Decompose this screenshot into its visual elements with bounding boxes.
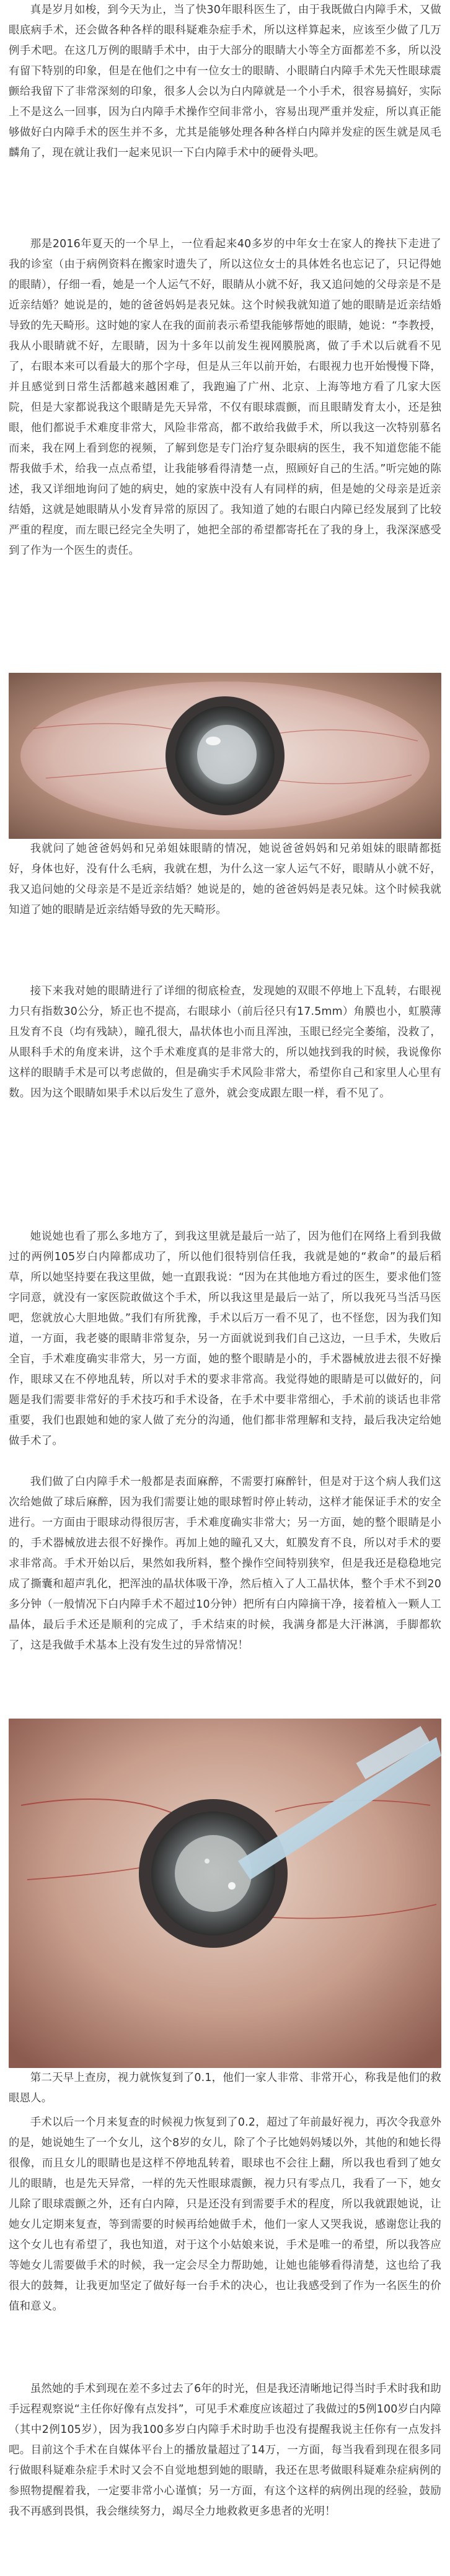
paragraph-surgery: 我们做了白内障手术一般都是表面麻醉，不需要打麻醉针，但是对于这个病人我们这次给她做了球后麻醉，因为我们需要让她的眼球暂时停止转动，这样才能保证手术的安全进行。一方面由于眼球动得很厉害，手术难度确实非常大；另一方面，她的整个眼睛是小的，手术器械放进去很不好操作。再加上她的瞳孔又大，虹膜发育不良，所以对手术的要求非常高。手术开始以后，果然如我所料，整个操作空间特别狭窄，但是我还是稳稳地完成了撕囊和超声乳化，把浑浊的晶状体吸干净，然后植入了人工晶状体，整个手术不到20多分钟（一般情况下白内障手术不超过10分钟）把所有白内障摘干净，接着植入一颗人工晶体，最后手术还是顺利的完成了，手术结束的时候，我满身都是大汗淋漓，手脚都软了，这是我做手术基本上没有发生过的异常情况！ (9, 1476, 441, 1652)
paragraph-postop-day1: 第二天早上查房，视力就恢复到了0.1，他们一家人非常、非常开心，称我是他们的救眼恩人。 (9, 2072, 441, 2105)
paragraph-reflection: 虽然她的手术到现在差不多过去了6年的时光，但是我还清晰地记得当时手术时我和助手远程观察说“主任你好像有点发抖”，可见手术难度应该超过了我做过的5例100岁白内障（其中2例105岁），因为我100多岁白内障手术时助手也没有提醒我说主任你有一点发抖吧。目前这个手术在自媒体平台上的播放量超过了14万，一方面，每当我看到现在很多同行做眼科疑难杂症手术时又会不自觉地想到她的眼睛，我还在思考做眼科疑难杂症病例的参照物提醒着我，一定要非常小心谨慎；另一方面，有这个这样的病例出现的经验，鼓励我不再感到畏惧，我会继续努力，竭尽全力地救救更多患者的光明！ (9, 2383, 441, 2518)
paragraph-patient-visit: 那是2016年夏天的一个早上，一位看起来40多岁的中年女士在家人的搀扶下走进了我的诊室（由于病例资料在搬家时遗失了，所以这位女士的具体姓名也忘记了，只记得她的眼睛），仔细一看，她是一个人运气不好，眼睛从小就不好，我又追问她的父母亲是不是近亲结婚？她说是的，她的爸爸妈妈是表兄妹。这个时候我就知道了她的眼睛是近亲结婚导致的先天畸形。这时她的家人在我的面前表示希望我能够帮她的眼睛，她说：“李教授，我从小眼睛就不好，左眼睛，因为十多年以前发生视网膜脱离，做了手术以后就看不见了，右眼本来可以看最大的那个字母，但是从三年以前开始，右眼视力也开始慢慢下降，并且感觉到日常生活都越来越困难了，我跑遍了广州、北京、上海等地方看了几家大医院，但是大家都说我这个眼睛是先天异常，不仅有眼球震颤，而且眼睛发育太小，还是独眼，他们都说手术难度非常大，风险非常高，都不敢给我做手术，所以我这一次特别慕名而来，我在网上看到您的视频，了解到您是专门治疗复杂眼病的医生，我不知道您能不能帮我做手术，给我一点点希望，让我能够看得清楚一点，照顾好自己的生活。”听完她的陈述，我又详细地询问了她的病史，她的家族中没有人有同样的病，但是她的父母亲是近亲结婚，这就是她眼睛从小发育异常的原因了。我知道了她的右眼白内障已经发展到了比较严重的程度，而左眼已经完全失明了，她把全部的希望都寄托在了我的身上，我深深感受到了作为一个医生的责任。 (9, 238, 441, 557)
surgery-photo (9, 1719, 441, 2068)
paragraph-decision: 她说她也看了那么多地方了，到我这里就是最后一站了，因为他们在网络上看到我做过的两例105岁白内障都成功了，所以他们很特别信任我，我就是她的“救命”的最后稻草，所以她坚持要在我这里做，她一直跟我说：“因为在其他地方看过的医生，要求他们签字同意，就没有一家医院敢做这个手术，所以我这里是最后一站了，所以我死马当活马医吧，您就放心大胆地做。”我们有所犹豫，手术以后万一看不见了，也不怪您，因为我们知道，一方面，我老婆的眼睛非常复杂，另一方面就说到我们自己这边，一旦手术，失败后全盲，手术难度确实非常大，另一方面，她的整个眼睛是小的，手术器械放进去很不好操作，眼球又在不停地乱转，所以对手术的要求非常高。我觉得她的眼睛是可以做好的，问题是我们需要非常好的手术技巧和手术设备，在手术中要非常细心，手术前的谈话也非常重要，我们也跟她和她的家人做了充分的沟通，他们都非常理解和支持，最后我决定给她做手术了。 (9, 1230, 441, 1447)
preop-eye-illustration (9, 673, 441, 839)
paragraph-family-history: 我就问了她爸爸妈妈和兄弟姐妹眼睛的情况，她说爸爸妈妈和兄弟姐妹的眼睛都挺好，身体也好，没有什么毛病，我就在想，为什么这一家人运气不好，眼睛从小就不好，我又追问她的父母亲是不是近亲结婚？她说是的，她的爸爸妈妈是表兄妹。这个时候我就知道了她的眼睛是近亲结婚导致的先天畸形。 (9, 843, 441, 916)
paragraph-examination: 接下来我对她的眼睛进行了详细的彻底检查，发现她的双眼不停地上下乱转，右眼视力只有指数30公分，矫正也不提高，右眼球小（前后径只有17.5mm）角膜也小，虹膜薄且发育不良（均有残缺），瞳孔很大，晶状体也小而且浑浊，玉眼已经完全萎缩，没救了，从眼科手术的角度来讲，这个手术难度真的是非常大的，所以她找到我的时候，我说像你这样的眼睛手术是可以考虑做的，但是确实手术风险非常大，希望你自己和家里人心里有数。因为这个眼睛如果手术以后发生了意外，就会变成跟左眼一样，看不见了。 (9, 985, 441, 1100)
surgery-illustration (9, 1719, 441, 2068)
paragraph-intro: 真是岁月如梭，到今天为止，当了快30年眼科医生了，由于我既做白内障手术，又做眼底病手术，还会做各种各样的眼科疑难杂症手术，所以这样算起来，应该至少做了几万例手术吧。在这几万例的眼睛手术中，由于大部分的眼睛大小等全方面都差不多，所以没有留下特别的印象，但是在他们之中有一位女士的眼睛、小眼睛白内障手术先天性眼球震颤给我留下了非常深刻的印象，很多人会以为白内障就是一个小手术，很容易搞好，实际上不是这么一回事，因为白内障手术操作空间非常小，容易出现严重并发症，所以真正能够做好白内障手术的医生并不多，尤其是能够处理各种各样白内障并发症的医生就是凤毛麟角了，现在就让我们一起来见识一下白内障手术中的硬骨头吧。 (9, 4, 441, 159)
paragraph-followup: 手术以后一个月来复查的时候视力恢复到了0.2，超过了年前最好视力，再次令我意外的是，她说她生了一个女儿，这个8岁的女儿，除了个子比她妈妈矮以外，其他的和她长得很像，而且女儿的眼睛也是这样不停地乱转着，眼球也不会往上翻，所以我也看到了她女儿的眼睛，也是先天异常，一样的先天性眼球震颤，视力只有零点几，我看了一下，她女儿除了眼球震颤之外，还有白内障，只是还没有到需要手术的程度，所以我就跟她说，让她女儿定期来复查，等到需要的时候再给她做手术，他们一家人又哭我说，感谢您让我的这个女儿也有希望了，我也知道，对于这个小姑娘来说，手术是唯一的希望，所以我答应等她女儿需要做手术的时候，我一定会尽全力帮助她，让她也能够看得清楚，这也给了我很大的鼓舞，让我更加坚定了做好每一台手术的决心，也让我感受到了作为一名医生的价值和意义。 (9, 2116, 441, 2313)
preop-eye-photo (9, 673, 441, 839)
